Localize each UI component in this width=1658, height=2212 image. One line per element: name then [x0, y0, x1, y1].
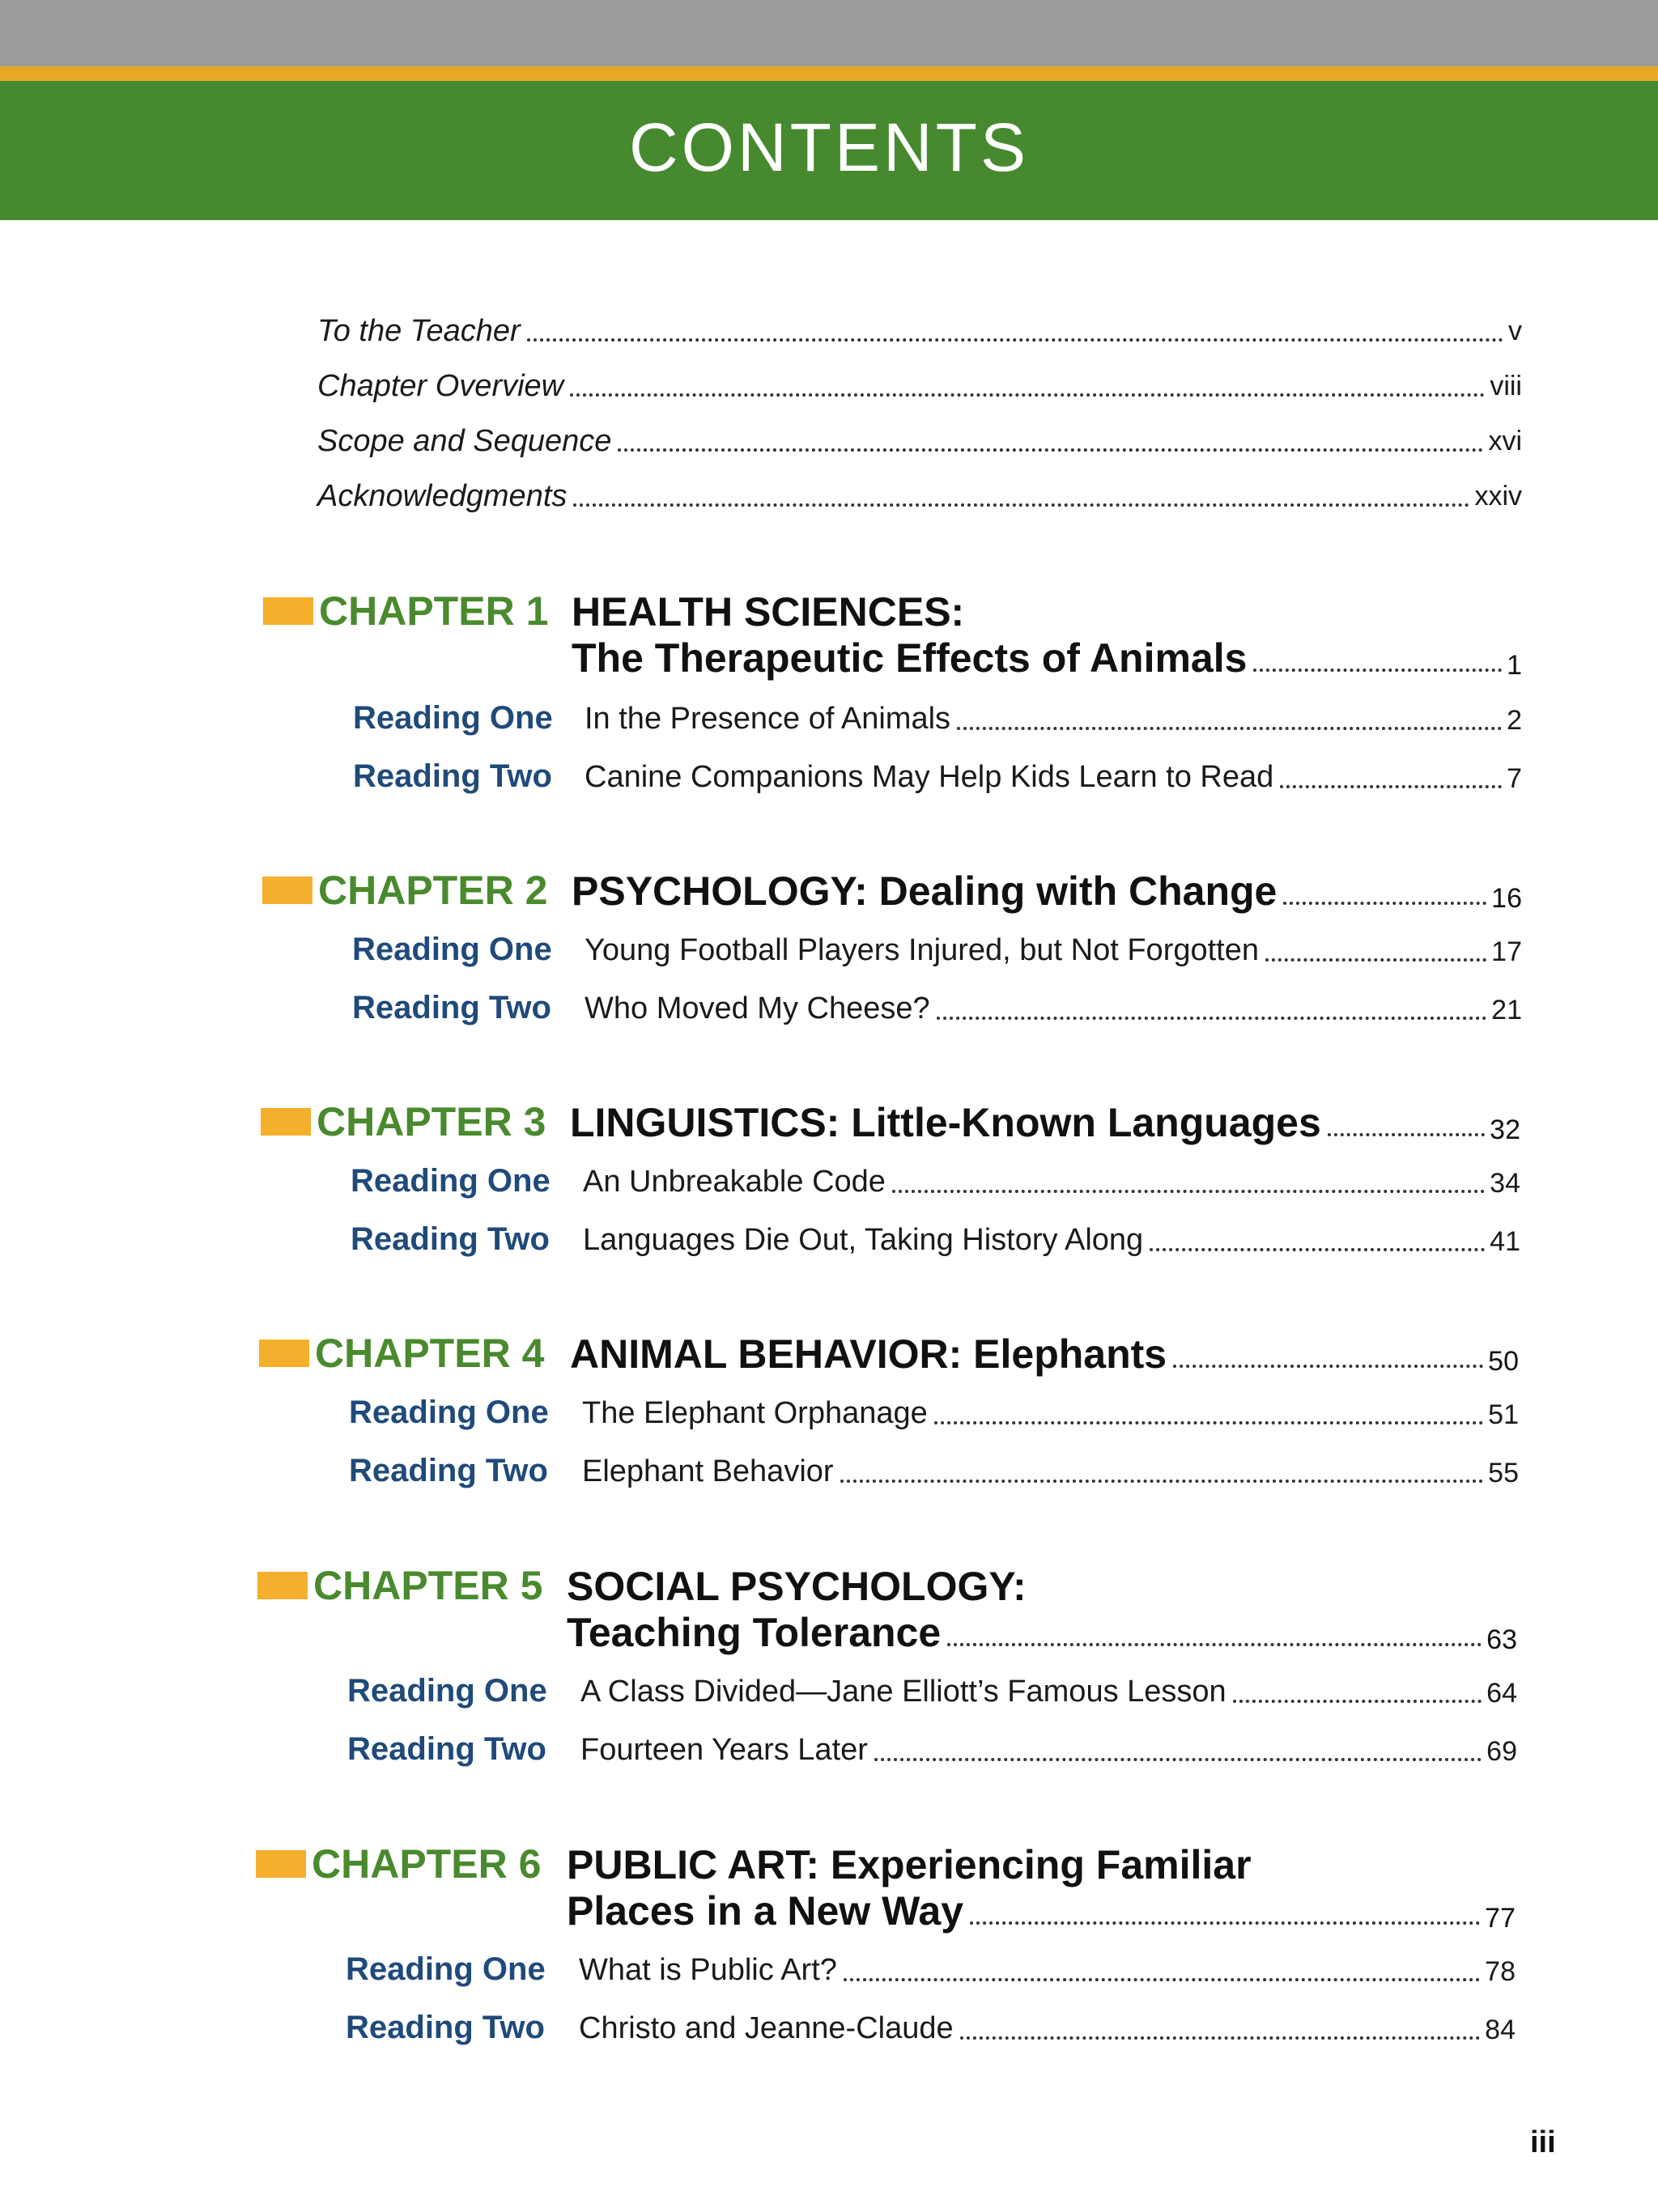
entry-page: xvi [1488, 426, 1522, 456]
reading-row [579, 2009, 1516, 2048]
dot-leader [844, 1978, 1480, 1981]
reading-title: Elephant Behavior [582, 1454, 834, 1488]
dot-leader [840, 1480, 1484, 1483]
reading-row [582, 1394, 1519, 1433]
reading-page: 17 [1491, 936, 1522, 967]
dot-leader [1233, 1700, 1482, 1703]
reading-label: Reading One [346, 1951, 546, 1987]
chapter-title-row [572, 635, 1522, 681]
reading-row [585, 931, 1522, 970]
dot-leader [892, 1190, 1485, 1193]
chapter-title-row [567, 1887, 1516, 1934]
dot-leader [1280, 785, 1502, 788]
chapter-title-line1: PSYCHOLOGY: Dealing with Change [572, 868, 1278, 914]
dot-leader [573, 503, 1469, 507]
chapter-page: 77 [1485, 1903, 1516, 1934]
dot-leader [1253, 669, 1502, 672]
chapter-title-row [570, 1331, 1519, 1378]
page-title: CONTENTS [629, 109, 1029, 185]
reading-label: Reading Two [349, 1453, 548, 1488]
reading-row [579, 1951, 1516, 1989]
reading-row [580, 1730, 1517, 1769]
reading-label: Reading Two [347, 1731, 546, 1767]
chapter-page: 1 [1507, 650, 1522, 681]
reading-row [583, 1221, 1520, 1259]
reading-row [580, 1672, 1517, 1711]
dot-leader [527, 338, 1503, 342]
chapter-page: 63 [1486, 1624, 1517, 1655]
chapter-label: CHAPTER 5 [313, 1563, 543, 1608]
toc-entry-chapter-overview [317, 367, 1522, 405]
reading-label: Reading Two [351, 1221, 550, 1257]
chapter-title-row [570, 1099, 1520, 1146]
chapter-title-line1: LINGUISTICS: Little-Known Languages [570, 1100, 1321, 1145]
reading-page: 41 [1490, 1226, 1520, 1257]
reading-label: Reading One [351, 1163, 551, 1199]
dot-leader [947, 1643, 1482, 1646]
reading-title: In the Presence of Animals [585, 702, 951, 736]
reading-label: Reading Two [346, 2010, 545, 2045]
chapter-title-row [572, 868, 1522, 915]
chapter-marker [263, 597, 313, 625]
dot-leader [960, 2036, 1481, 2040]
reading-label: Reading One [353, 700, 553, 736]
reading-row [585, 699, 1522, 738]
reading-label: Reading One [349, 1395, 549, 1430]
chapter-label: CHAPTER 3 [317, 1099, 546, 1144]
chapter-marker [261, 1108, 311, 1136]
reading-label: Reading One [352, 932, 552, 967]
reading-page: 84 [1485, 2015, 1516, 2045]
reading-page: 64 [1486, 1678, 1517, 1709]
reading-page: 7 [1507, 763, 1522, 794]
dot-leader [1150, 1248, 1485, 1251]
toc-entry-acknowledgments [317, 478, 1522, 515]
reading-title: Fourteen Years Later [580, 1733, 868, 1767]
chapter-marker [257, 1572, 308, 1599]
chapter-page: 50 [1488, 1346, 1519, 1377]
dot-leader [1265, 958, 1486, 962]
reading-row [585, 758, 1522, 796]
entry-page: xxiv [1474, 481, 1522, 512]
chapter-label: CHAPTER 2 [318, 868, 548, 913]
dot-leader [970, 1921, 1480, 1925]
reading-title: A Class Divided—Jane Elliott’s Famous Lesson [580, 1675, 1226, 1709]
chapter-title-line1: HEALTH SCIENCES: [572, 589, 965, 635]
dot-leader [1173, 1365, 1483, 1368]
entry-page: viii [1490, 371, 1522, 401]
reading-page: 69 [1486, 1736, 1517, 1767]
header-orange-strip [0, 66, 1658, 81]
toc-entry-scope-and-sequence [317, 422, 1522, 460]
chapter-label: CHAPTER 6 [312, 1841, 542, 1887]
header-gray-strip [0, 0, 1658, 66]
toc-entry-to-the-teacher [317, 312, 1522, 350]
chapter-page: 32 [1490, 1114, 1520, 1145]
entry-page: v [1508, 316, 1522, 346]
dot-leader [570, 393, 1485, 397]
reading-title: Canine Companions May Help Kids Learn to Read [585, 760, 1274, 794]
reading-page: 21 [1491, 995, 1522, 1025]
page-number: iii [1530, 2125, 1556, 2159]
reading-page: 78 [1485, 1956, 1516, 1987]
chapter-marker [259, 1340, 309, 1367]
chapter-title-line2: Teaching Tolerance [567, 1610, 942, 1655]
reading-title: The Elephant Orphanage [582, 1396, 928, 1430]
entry-title: Acknowledgments [317, 479, 568, 513]
chapter-title-line1: ANIMAL BEHAVIOR: Elephants [570, 1331, 1167, 1377]
reading-label: Reading Two [352, 990, 551, 1025]
entry-title: Scope and Sequence [317, 424, 612, 458]
dot-leader [937, 1017, 1487, 1020]
entry-title: To the Teacher [317, 314, 521, 348]
chapter-title-row [567, 1609, 1517, 1656]
chapter-title-line1: SOCIAL PSYCHOLOGY: [567, 1564, 1027, 1609]
reading-label: Reading One [347, 1673, 547, 1709]
dot-leader [934, 1421, 1483, 1424]
reading-title: An Unbreakable Code [583, 1165, 886, 1199]
chapter-label: CHAPTER 4 [315, 1331, 545, 1376]
reading-page: 2 [1507, 705, 1522, 736]
dot-leader [874, 1758, 1482, 1761]
chapter-title-line2: Places in a New Way [567, 1888, 964, 1934]
chapter-title-line2: The Therapeutic Effects of Animals [572, 635, 1248, 681]
chapter-label: CHAPTER 1 [319, 588, 549, 634]
dot-leader [957, 727, 1502, 730]
entry-title: Chapter Overview [317, 369, 564, 403]
reading-page: 34 [1490, 1168, 1520, 1199]
reading-row [585, 989, 1522, 1028]
chapter-marker [262, 877, 312, 904]
reading-title: Languages Die Out, Taking History Along [583, 1223, 1144, 1257]
reading-title: Christo and Jeanne-Claude [579, 2011, 954, 2045]
reading-label: Reading Two [353, 758, 552, 794]
chapter-marker [256, 1850, 306, 1878]
reading-title: Young Football Players Injured, but Not Forgotten [585, 933, 1259, 967]
dot-leader [1283, 902, 1486, 905]
dot-leader [1328, 1133, 1485, 1136]
chapter-page: 16 [1491, 883, 1522, 914]
chapter-title-line1: PUBLIC ART: Experiencing Familiar [567, 1842, 1252, 1887]
dot-leader [618, 448, 1483, 452]
reading-title: What is Public Art? [579, 1953, 837, 1987]
reading-title: Who Moved My Cheese? [585, 991, 930, 1025]
reading-row [583, 1162, 1520, 1201]
reading-page: 51 [1488, 1399, 1519, 1430]
reading-page: 55 [1488, 1458, 1519, 1488]
reading-row [582, 1452, 1519, 1491]
